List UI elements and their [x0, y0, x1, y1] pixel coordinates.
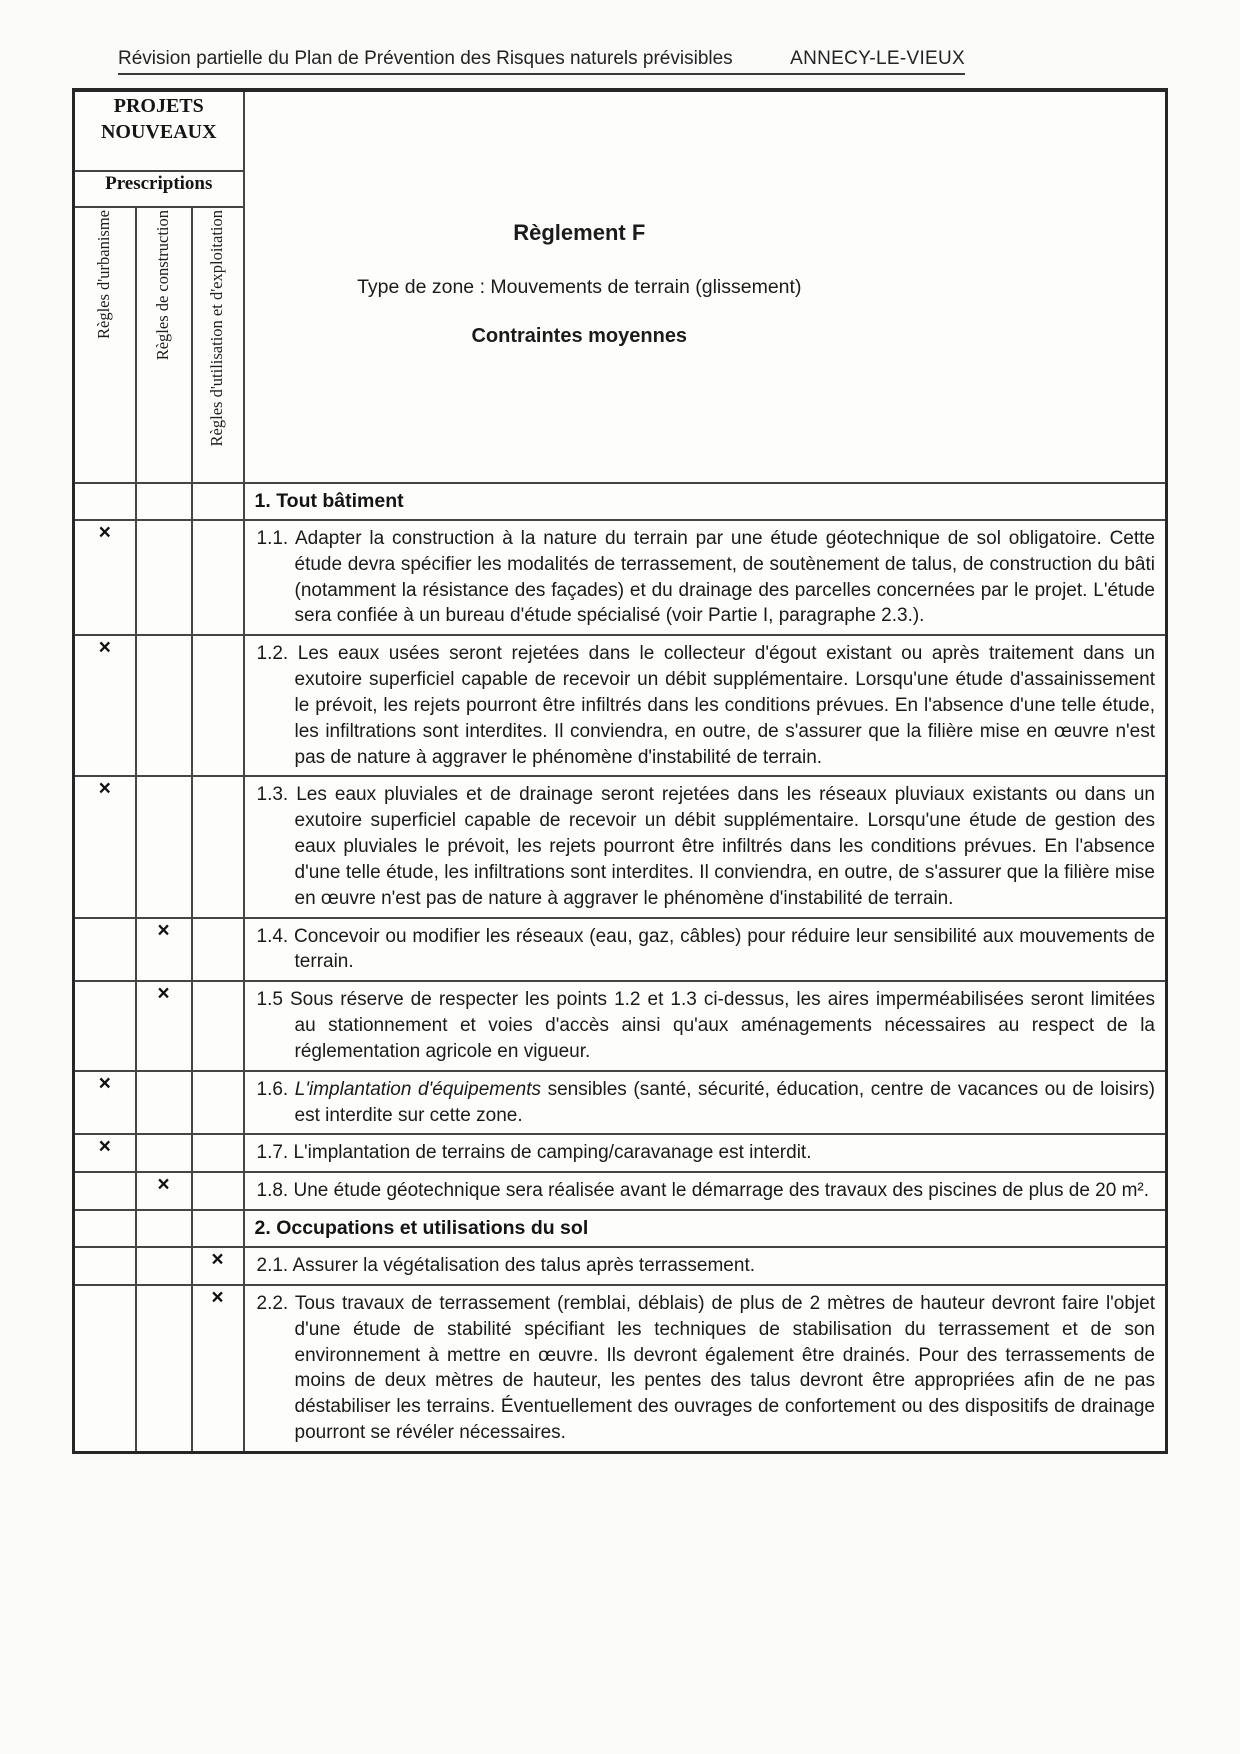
- mark-exploitation: [192, 1134, 244, 1172]
- table-row: [74, 635, 1167, 776]
- table-row: [74, 520, 1167, 635]
- mark-construction: [136, 1134, 192, 1172]
- mark-exploitation: [192, 1071, 244, 1135]
- mark-urbanisme: [74, 1210, 136, 1247]
- header-commune: ANNECY-LE-VIEUX: [790, 48, 965, 69]
- table-row: [74, 1134, 1167, 1172]
- rule-cell: [244, 1071, 1167, 1135]
- mark-construction: [136, 1071, 192, 1135]
- rule-cell: [244, 981, 1167, 1070]
- column-header-construction: [136, 207, 192, 483]
- mark-exploitation: [192, 776, 244, 917]
- title-cell: [244, 90, 1167, 483]
- rule-text: 2.2. Tous travaux de terrassement (remblai, déblais) de plus de 2 mètres de hauteur devront faire l'objet d'une étude de stabilité spécifiant les techniques de stabilisation du terrassement et de son environnement à mettre en œuvre. Ils devront également être drainés. Pour des terrassements de moins de deux mètres de hauteur, les pentes des talus devront être appropriées afin de ne pas déstabiliser les terrains. Éventuellement des ouvrages de confortement ou des dispositifs de drainage pourront se révéler nécessaires.: [256, 1292, 1155, 1444]
- table-row: [74, 1210, 1167, 1247]
- rule-text: 1.5 Sous réserve de respecter les points 1.2 et 1.3 ci-dessus, les aires imperméabilisées seront limitées au stationnement et voies d'accès ainsi qu'aux aménagements nécessaires au respect de la réglementation agricole en vigueur.: [256, 989, 1155, 1062]
- mark-construction: [136, 1210, 192, 1247]
- mark-urbanisme: ×: [74, 776, 136, 917]
- mark-exploitation: ×: [192, 1285, 244, 1452]
- header-title: Révision partielle du Plan de Prévention des Risques naturels prévisibles: [118, 48, 733, 69]
- constraints-level: Contraintes moyennes: [471, 325, 688, 347]
- table-row: [74, 483, 1167, 520]
- column-header-urbanisme-label: Règles d'urbanisme: [94, 210, 114, 339]
- mark-construction: [136, 520, 192, 635]
- mark-urbanisme: [74, 981, 136, 1070]
- table-row: [74, 1247, 1167, 1285]
- mark-urbanisme: [74, 1247, 136, 1285]
- document-header: [118, 48, 965, 75]
- rule-text: 1.6. L'implantation d'équipements sensibles (santé, sécurité, éducation, centre de vacances ou de loisirs) est interdite sur cette zone.: [256, 1078, 1155, 1126]
- projets-nouveaux-cell: PROJETS NOUVEAUX: [74, 90, 244, 171]
- table-row: [74, 981, 1167, 1070]
- mark-urbanisme: ×: [74, 1134, 136, 1172]
- column-header-construction-label: Règles de construction: [153, 210, 173, 361]
- mark-urbanisme: [74, 483, 136, 520]
- section-heading: 2. Occupations et utilisations du sol: [254, 1217, 589, 1240]
- rule-cell: [244, 635, 1167, 776]
- mark-urbanisme: ×: [74, 1071, 136, 1135]
- rule-cell: [244, 1134, 1167, 1172]
- reglement-title: Règlement F: [513, 220, 646, 245]
- mark-construction: [136, 635, 192, 776]
- mark-exploitation: [192, 1210, 244, 1247]
- mark-construction: [136, 1247, 192, 1285]
- mark-exploitation: [192, 635, 244, 776]
- mark-exploitation: [192, 483, 244, 520]
- mark-urbanisme: [74, 918, 136, 982]
- rule-text: 1.7. L'implantation de terrains de camping/caravanage est interdit.: [256, 1142, 812, 1164]
- table-row: [74, 1172, 1167, 1210]
- rule-cell: [244, 1210, 1167, 1247]
- rule-text: 1.3. Les eaux pluviales et de drainage seront rejetées dans les réseaux pluviaux existants ou dans un exutoire superficiel capable de recevoir un débit supplémentaire. Lorsqu'une étude de gestion des eaux pluviales le prévoit, les rejets pourront être infiltrés dans les conditions prévues. En l'absence d'une telle étude, les infiltrations sont interdites. Il conviendra, en outre, de s'assurer que la filière mise en œuvre n'est pas de nature à aggraver le phénomène d'instabilité de terrain.: [256, 784, 1155, 909]
- rule-text: 1.8. Une étude géotechnique sera réalisée avant le démarrage des travaux des piscines de plus de 20 m².: [256, 1180, 1150, 1202]
- mark-exploitation: [192, 918, 244, 982]
- column-header-exploitation-label: Règles d'utilisation et d'exploitation: [207, 210, 227, 447]
- mark-construction: [136, 776, 192, 917]
- table-row: [74, 1285, 1167, 1452]
- mark-construction: [136, 483, 192, 520]
- rule-cell: [244, 776, 1167, 917]
- rule-text: 2.1. Assurer la végétalisation des talus après terrassement.: [256, 1255, 755, 1277]
- table-row: [74, 776, 1167, 917]
- mark-construction: ×: [136, 918, 192, 982]
- rule-cell: [244, 1247, 1167, 1285]
- section-heading: 1. Tout bâtiment: [254, 490, 404, 512]
- mark-construction: [136, 1285, 192, 1452]
- column-header-exploitation: [192, 207, 244, 483]
- zone-type: Type de zone : Mouvements de terrain (glissement): [357, 276, 802, 298]
- mark-exploitation: ×: [192, 1247, 244, 1285]
- mark-urbanisme: ×: [74, 635, 136, 776]
- rule-cell: [244, 483, 1167, 520]
- mark-exploitation: [192, 1172, 244, 1210]
- mark-construction: ×: [136, 1172, 192, 1210]
- mark-exploitation: [192, 981, 244, 1070]
- rule-cell: [244, 520, 1167, 635]
- table-row: [74, 918, 1167, 982]
- mark-urbanisme: [74, 1285, 136, 1452]
- mark-urbanisme: [74, 1172, 136, 1210]
- rule-cell: [244, 1285, 1167, 1452]
- table-row: [74, 1071, 1167, 1135]
- rule-text: 1.1. Adapter la construction à la nature du terrain par une étude géotechnique de sol obligatoire. Cette étude devra spécifier les modalités de terrassement, de soutènement de talus, de construction du bâti (notamment la résistance des façades) et du drainage des parcelles concernées par le projet. L'étude sera confiée à un bureau d'étude spécialisé (voir Partie I, paragraphe 2.3.).: [256, 528, 1155, 627]
- prescriptions-cell: Prescriptions: [74, 171, 244, 207]
- mark-exploitation: [192, 520, 244, 635]
- rule-text: 1.2. Les eaux usées seront rejetées dans le collecteur d'égout existant ou après traitement dans un exutoire superficiel capable de recevoir un débit supplémentaire. Lorsqu'une étude d'assainissement le prévoit, les rejets pourront être infiltrés dans les conditions prévues. En l'absence d'une telle étude, les infiltrations sont interdites. Il conviendra, en outre, de s'assurer que la filière mise en œuvre n'est pas de nature à aggraver le phénomène d'instabilité de terrain.: [256, 643, 1155, 768]
- mark-construction: ×: [136, 981, 192, 1070]
- column-header-urbanisme: [74, 207, 136, 483]
- rule-cell: [244, 1172, 1167, 1210]
- rule-cell: [244, 918, 1167, 982]
- table-header-row-projets: [74, 90, 1167, 171]
- rule-text: 1.4. Concevoir ou modifier les réseaux (eau, gaz, câbles) pour réduire leur sensibilité aux mouvements de terrain.: [256, 925, 1155, 973]
- regulation-table: [72, 88, 1168, 1454]
- mark-urbanisme: ×: [74, 520, 136, 635]
